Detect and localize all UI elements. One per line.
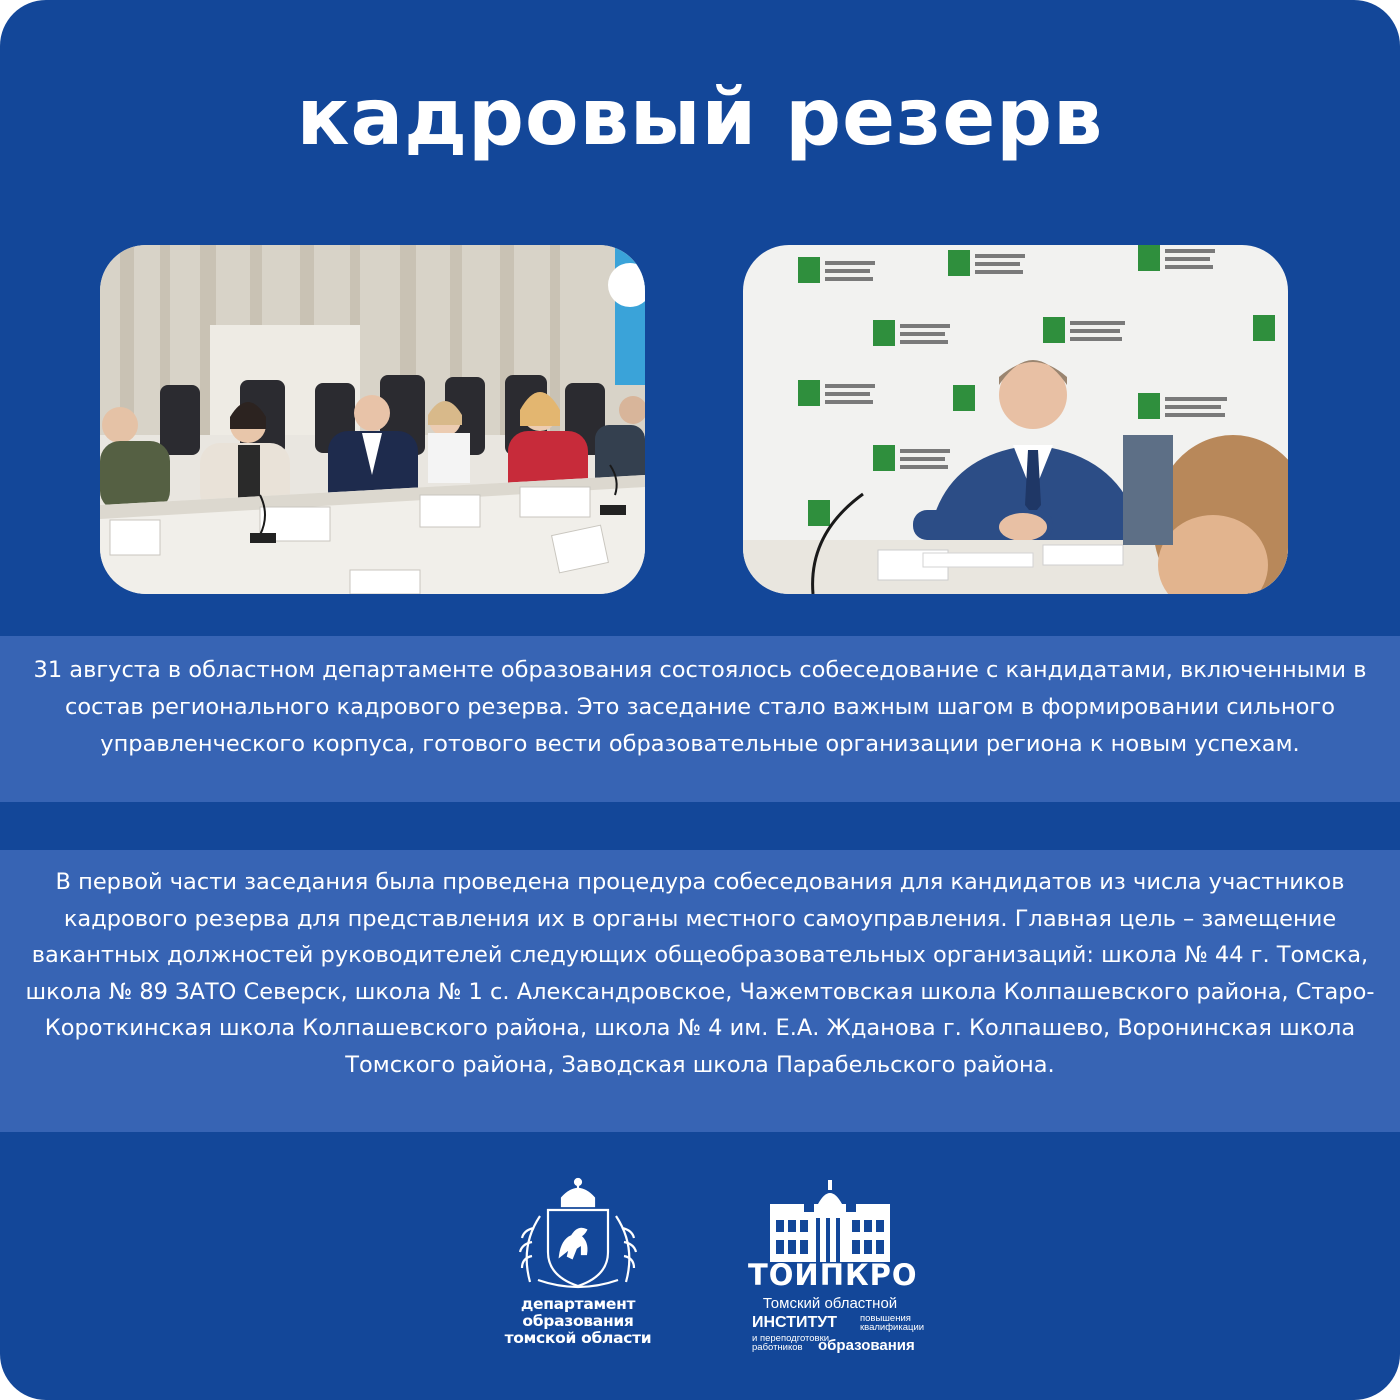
meeting-photo (100, 245, 645, 594)
institute-logo (748, 1178, 912, 1264)
institute-education-word: образования (818, 1337, 915, 1354)
page-title: кадровый резерв (296, 73, 1104, 163)
interview-photo-icon (743, 245, 1288, 594)
intro-paragraph: 31 августа в областном департаменте образования состоялось собеседование с кандидатами, включенными в состав регионального кадрового резерва. Это заседание стало важным шагом в формировании сильного управленческого корпуса, готового вести образовательные организации региона к новым успехам. (33, 657, 1367, 757)
institute-small-a: повышения (860, 1313, 911, 1324)
institute-small-b: квалификации (860, 1322, 925, 1333)
institute-name: ТОИПКРО (748, 1258, 918, 1292)
institute-line-1: Томский областной (762, 1295, 898, 1312)
institute-line-3 (752, 1333, 915, 1356)
department-line-2: образования (522, 1312, 634, 1330)
institute-small-d: работников (752, 1342, 803, 1353)
institute-building-icon (748, 1178, 912, 1264)
institute-small-c: и переподготовки (752, 1333, 830, 1344)
department-line-3: томской области (504, 1329, 652, 1347)
institute-line-2 (752, 1313, 925, 1333)
details-paragraph-band (0, 850, 1400, 1132)
coat-of-arms-icon (478, 1176, 678, 1294)
intro-paragraph-band (0, 636, 1400, 802)
interview-photo (743, 245, 1288, 594)
institute-word: ИНСТИТУТ (752, 1314, 837, 1331)
meeting-photo-icon (100, 245, 645, 594)
details-paragraph: В первой части заседания была проведена процедура собеседования для кандидатов из числа участников кадрового резерва для представления их в органы местного самоуправления. Главная цель – замещение вакантных должностей руководителей следующих общеобразовательных организаций: школа № 44 г. Томска, школа № 89 ЗАТО Северск, школа № 1 с. Александровское, Чажемтовская школа Колпашевского района, Старо-Короткинская школа Колпашевского района, школа № 4 им. Е.А. Жданова г. Колпашево, Воронинская школа Томского района, Заводская школа Парабельского района. (25, 869, 1375, 1078)
department-name (470, 1296, 686, 1347)
department-line-1: департамент (520, 1295, 636, 1313)
